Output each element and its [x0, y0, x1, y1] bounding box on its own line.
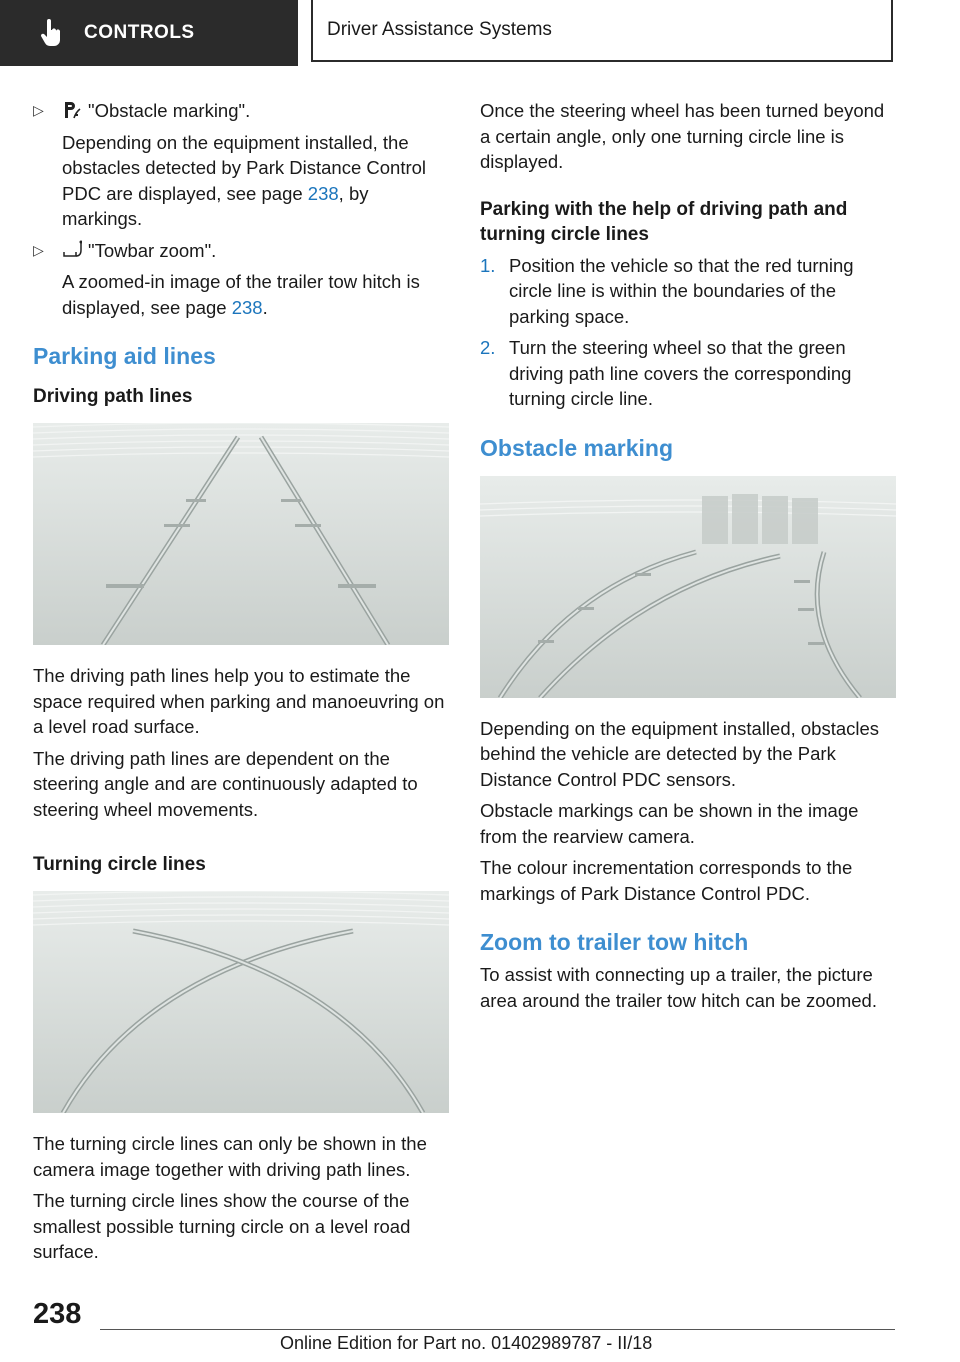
towbar-zoom-icon [62, 240, 82, 260]
footer-edition: Online Edition for Part no. 01402989787 - II/18 [280, 1333, 653, 1353]
obstacle-marking-icon [62, 100, 82, 120]
obstacle-paragraph: The colour incrementation corresponds to the markings of Park Distance Control PDC. [480, 857, 853, 904]
obstacle-paragraph: Depending on the equipment installed, obstacles behind the vehicle are detected by the Park Distance Control PDC sensors. [480, 717, 880, 790]
step-item [480, 253, 896, 330]
heading-parking-with-help: Parking with the help of driving path and turning circle lines [480, 198, 848, 245]
obstacle-paragraph: Obstacle markings can be shown in the image from the rearview camera. [480, 800, 859, 847]
bullet-description [62, 269, 449, 320]
header-section-tab [0, 0, 298, 66]
heading-zoom-trailer-tow-hitch: Zoom to trailer tow hitch [480, 929, 749, 955]
turning-circle-paragraph: The turning circle lines show the course of the smallest possible turning circle on a level road surface. [33, 1190, 411, 1262]
triangle-bullet-icon: ▷ [33, 241, 44, 258]
description-text: Depending on the equipment installed, the obstacles detected by Park Distance Control PDC are displayed, see page [62, 131, 427, 204]
bullet-label: "Towbar zoom". [88, 239, 217, 261]
triangle-bullet-icon: ▷ [33, 102, 44, 118]
header-title-box [311, 0, 893, 62]
step-number: 1. [480, 254, 496, 276]
right-column [480, 98, 896, 1019]
header-title: Driver Assistance Systems [327, 19, 552, 40]
bullet-label: "Obstacle marking". [88, 100, 251, 121]
driving-path-paragraph: The driving path lines help you to estimate the space required when parking and manoeuvring on a level road surface. [33, 665, 445, 737]
left-column [33, 98, 449, 1271]
page-link[interactable]: 238 [307, 182, 339, 204]
driving-path-paragraph: The driving path lines are dependent on the steering angle and are continuously adapted to steering wheel movements. [33, 747, 418, 820]
heading-parking-aid-lines: Parking aid lines [33, 343, 216, 369]
heading-obstacle-marking: Obstacle marking [480, 434, 674, 461]
description-text: A zoomed-in image of the trailer tow hitch is displayed, see page [62, 271, 420, 318]
footer-divider [100, 1329, 895, 1330]
list-item [33, 238, 449, 321]
bullet-description [62, 130, 449, 232]
heading-driving-path-lines: Driving path lines [33, 386, 193, 407]
zoom-paragraph: To assist with connecting up a trailer, the picture area around the trailer tow hitch can be zoomed. [480, 964, 877, 1011]
step-item [480, 335, 896, 412]
heading-turning-circle-lines: Turning circle lines [33, 854, 206, 875]
description-text: . [262, 296, 268, 318]
intro-paragraph: Once the steering wheel has been turned beyond a certain angle, only one turning circle line is displayed. [480, 100, 885, 172]
header-section-label: CONTROLS [84, 22, 195, 43]
driving-path-lines-illustration [33, 423, 449, 645]
turning-circle-paragraph: The turning circle lines can only be shown in the camera image together with driving path lines. [33, 1133, 427, 1180]
step-number: 2. [480, 337, 496, 358]
page-number: 238 [33, 1298, 82, 1330]
page-link[interactable]: 238 [231, 296, 263, 318]
list-item [33, 98, 449, 232]
step-text: Position the vehicle so that the red turning circle line is within the boundaries of the parking space. [509, 254, 854, 327]
step-text: Turn the steering wheel so that the green driving path line covers the corresponding turning circle line. [509, 337, 852, 409]
obstacle-marking-illustration [480, 476, 896, 698]
hand-pointer-icon [40, 19, 64, 47]
turning-circle-lines-illustration [33, 891, 449, 1113]
description-text: , by markings. [62, 182, 369, 229]
